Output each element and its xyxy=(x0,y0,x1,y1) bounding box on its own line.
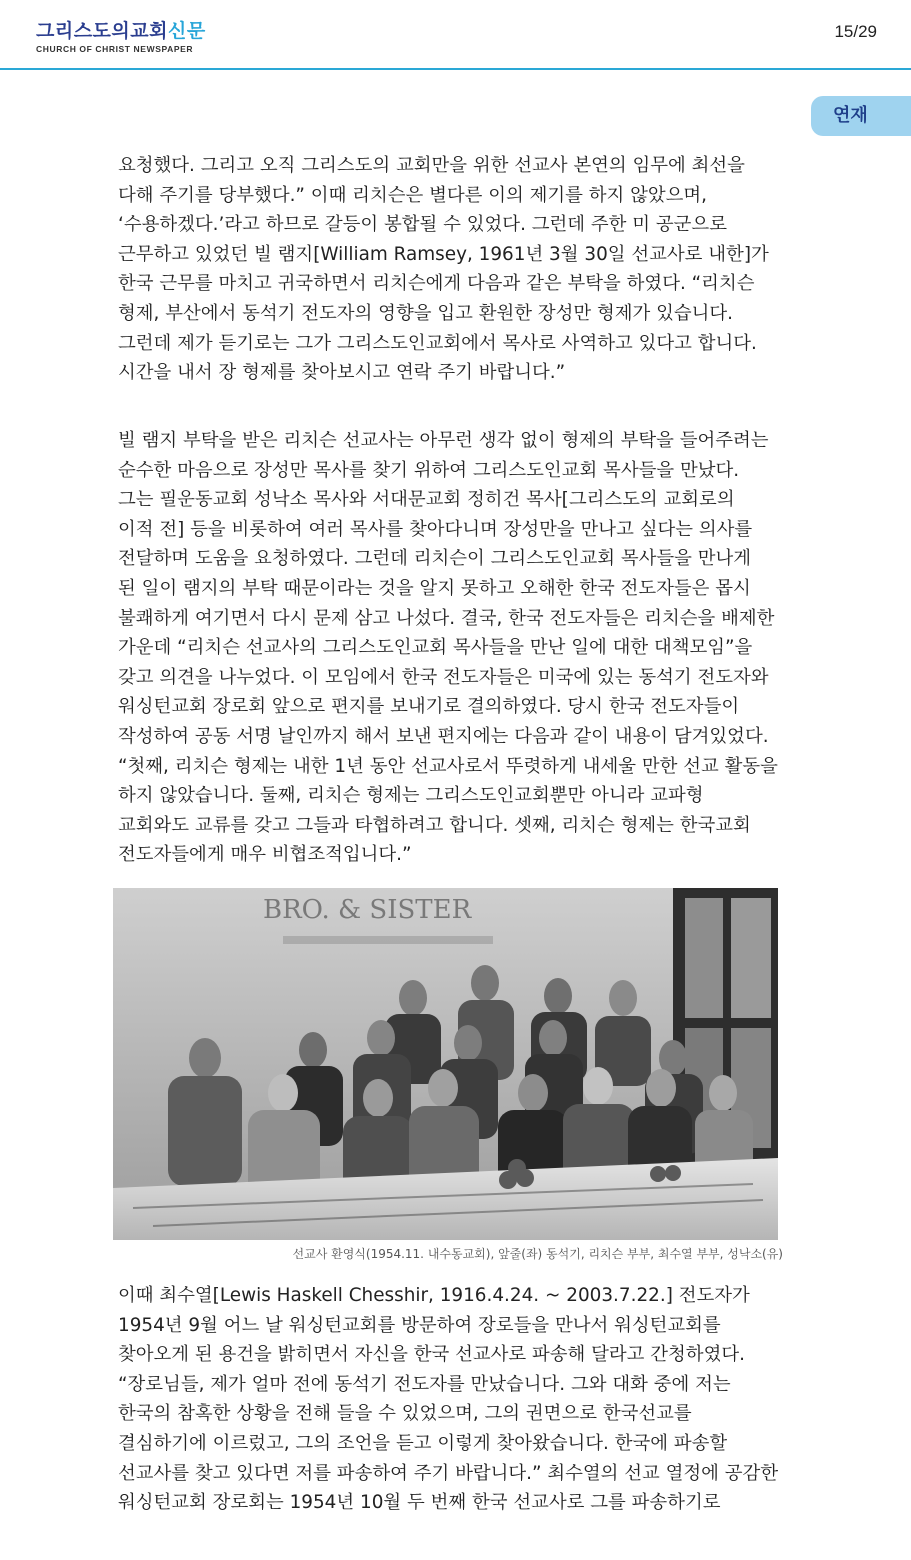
text-line: 가운데 “리치슨 선교사의 그리스도인교회 목사들을 만난 일에 대한 대책모임”을 xyxy=(118,637,753,659)
text-line: 순수한 마음으로 장성만 목사를 찾기 위하여 그리스도인교회 목사들을 만났다. xyxy=(118,459,740,481)
text-line: 워싱턴교회 장로회는 1954년 10월 두 번째 한국 선교사로 그를 파송하기로 xyxy=(118,1492,721,1514)
logo-main: 그리스도의교회 xyxy=(36,20,168,42)
text-line: 이적 전] 등을 비롯하여 여러 목사를 찾아다니며 장성만을 만나고 싶다는 의사를 xyxy=(118,518,753,540)
text-line: 그런데 제가 듣기로는 그가 그리스도인교회에서 목사로 사역하고 있다고 합니다. xyxy=(118,332,757,354)
text-line: 그는 필운동교회 성낙소 목사와 서대문교회 정히건 목사[그리스도의 교회로의 xyxy=(118,489,735,511)
page-number: 15/29 xyxy=(834,22,877,41)
section-tab-serial: 연재 xyxy=(811,96,911,136)
text-line: 결심하기에 이르렀고, 그의 조언을 듣고 이렇게 찾아왔습니다. 한국에 파송할 xyxy=(118,1432,728,1454)
text-line: “장로님들, 제가 얼마 전에 동석기 전도자를 만났습니다. 그와 대화 중에 저는 xyxy=(118,1373,731,1395)
paragraph-2 xyxy=(118,426,818,870)
logo-korean xyxy=(36,20,206,42)
text-line: 작성하여 공동 서명 날인까지 해서 보낸 편지에는 다음과 같이 내용이 담겨있었다. xyxy=(118,725,769,747)
text-line: 전달하며 도움을 요청하였다. 그런데 리치슨이 그리스도인교회 목사들을 만나게 xyxy=(118,548,752,570)
text-line: 갖고 의견을 나누었다. 이 모임에서 한국 전도자들은 미국에 있는 동석기 전도자와 xyxy=(118,666,769,688)
text-line: 한국 근무를 마치고 귀국하면서 리치슨에게 다음과 같은 부탁을 하였다. “리치슨 xyxy=(118,273,755,295)
text-line: 시간을 내서 장 형제를 찾아보시고 연락 주기 바랍니다.” xyxy=(118,362,566,384)
welcome-ceremony-photo xyxy=(113,888,778,1240)
text-line: 근무하고 있었던 빌 램지[William Ramsey, 1961년 3월 30일 선교사로 내한]가 xyxy=(118,243,769,265)
text-line: 선교사를 찾고 있다면 저를 파송하여 주기 바랍니다.” 최수열의 선교 열정에 공감한 xyxy=(118,1462,779,1484)
header-divider xyxy=(0,68,911,70)
text-line: 한국의 참혹한 상황을 전해 들을 수 있었으며, 그의 권면으로 한국선교를 xyxy=(118,1403,692,1425)
text-line: 빌 램지 부탁을 받은 리치슨 선교사는 아무런 생각 없이 형제의 부탁을 들어주려는 xyxy=(118,430,769,451)
text-line: 형제, 부산에서 동석기 전도자의 영향을 입고 환원한 장성만 형제가 있습니다. xyxy=(118,302,734,324)
text-line: 요청했다. 그리고 오직 그리스도의 교회만을 위한 선교사 본연의 임무에 최선을 xyxy=(118,155,745,176)
text-line: 전도자들에게 매우 비협조적입니다.” xyxy=(118,844,412,866)
text-line: 불쾌하게 여기면서 다시 문제 삼고 나섰다. 결국, 한국 전도자들은 리치슨을 배제한 xyxy=(118,607,775,629)
newspaper-logo xyxy=(36,20,206,54)
text-line: 워싱턴교회 장로회 앞으로 편지를 보내기로 결의하였다. 당시 한국 전도자들이 xyxy=(118,696,740,718)
logo-accent: 신문 xyxy=(167,20,206,42)
text-line: “첫째, 리치슨 형제는 내한 1년 동안 선교사로서 뚜렷하게 내세울 만한 선교 활동을 xyxy=(118,755,778,777)
logo-english: CHURCH OF CHRIST NEWSPAPER xyxy=(36,44,194,54)
text-line: 된 일이 램지의 부탁 때문이라는 것을 알지 못하고 오해한 한국 전도자들은 몹시 xyxy=(118,577,751,599)
text-line: 이때 최수열[Lewis Haskell Chesshir, 1916.4.24. ~ 2003.7.22.] 전도자가 xyxy=(118,1285,750,1306)
text-line: ‘수용하겠다.’라고 하므로 갈등이 봉합될 수 있었다. 그런데 주한 미 공군으로 xyxy=(118,214,727,236)
photo-caption: 선교사 환영식(1954.11. 내수동교회), 앞줄(좌) 동석기, 리치슨 부부, 최수열 부부, 성낙소(유) xyxy=(292,1247,783,1261)
text-line: 하지 않았습니다. 둘째, 리치슨 형제는 그리스도인교회뿐만 아니라 교파형 xyxy=(118,785,704,807)
text-line: 교회와도 교류를 갖고 그들과 타협하려고 합니다. 셋째, 리치슨 형제는 한국교회 xyxy=(118,814,751,836)
text-line: 찾아오게 된 용건을 밝히면서 자신을 한국 선교사로 파송해 달라고 간청하였다. xyxy=(118,1344,745,1366)
text-line: 1954년 9월 어느 날 워싱턴교회를 방문하여 장로들을 만나서 워싱턴교회를 xyxy=(118,1314,721,1336)
paragraph-1 xyxy=(118,151,818,388)
photo-banner-text: BRO. & SISTER xyxy=(263,895,472,925)
text-line: 다해 주기를 당부했다.” 이때 리치슨은 별다른 이의 제기를 하지 않았으며, xyxy=(118,184,708,206)
paragraph-3 xyxy=(118,1281,818,1518)
page-header xyxy=(0,0,911,70)
